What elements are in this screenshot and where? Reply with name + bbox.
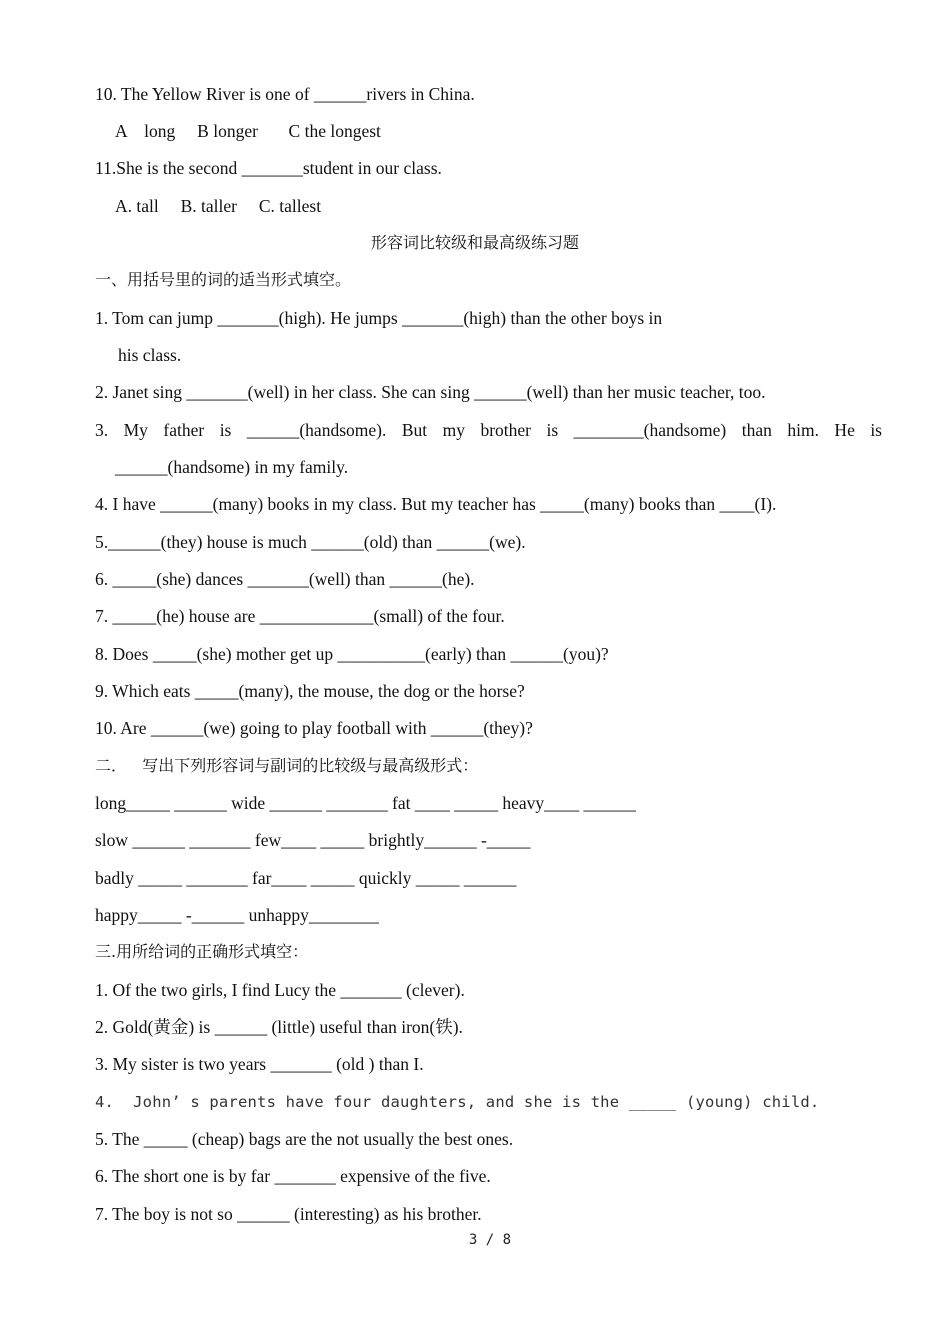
section-3-item-6: 6. The short one is by far _______ expensive of the five. [95,1166,491,1186]
section-1-item-9: 9. Which eats _____(many), the mouse, the dog or the horse? [95,681,525,701]
section-3-item-3: 3. My sister is two years _______ (old ) than I. [95,1054,424,1074]
section-2-row-4: happy_____ -______ unhappy________ [95,905,379,925]
question-10: 10. The Yellow River is one of ______rivers in China. [95,84,475,104]
question-11-options: A. tall B. taller C. tallest [115,196,322,216]
page-number: 3 / 8 [468,1232,512,1248]
section-3-item-5: 5. The _____ (cheap) bags are the not usually the best ones. [95,1129,514,1149]
section-1-item-1: 1. Tom can jump _______(high). He jumps _______(high) than the other boys in [95,308,663,328]
section-1-item-3: 3. My father is ______(handsome). But my brother is ________(handsome) than him. He is [95,420,882,440]
section-2-heading: 二． 写出下列形容词与副词的比较级与最高级形式： [95,756,479,775]
section-3-heading: 三.用所给词的正确形式填空： [95,942,309,961]
section-1-item-8: 8. Does _____(she) mother get up __________(early) than ______(you)? [95,644,609,664]
section-3-item-7: 7. The boy is not so ______ (interesting) as his brother. [95,1204,482,1224]
section-3-item-4: 4. John’ s parents have four daughters, and she is the _____ (young) child. [95,1093,820,1111]
section-2-row-3: badly _____ _______ far____ _____ quickly _____ ______ [95,868,517,888]
section-1-item-3-cont: ______(handsome) in my family. [115,457,349,477]
section-3-item-1: 1. Of the two girls, I find Lucy the _______ (clever). [95,980,465,1000]
section-1-item-2: 2. Janet sing _______(well) in her class. She can sing ______(well) than her music teacher, too. [95,382,766,402]
section-1-item-5: 5.______(they) house is much ______(old) than ______(we). [95,532,526,552]
section-3-item-2: 2. Gold(黄金) is ______ (little) useful than iron(铁). [95,1017,463,1037]
section-2-row-1: long_____ ______ wide ______ _______ fat ____ _____ heavy____ ______ [95,793,636,813]
section-1-item-7: 7. _____(he) house are _____________(small) of the four. [95,606,505,626]
section-1-item-6: 6. _____(she) dances _______(well) than ______(he). [95,569,475,589]
worksheet-title: 形容词比较级和最高级练习题 [370,233,579,252]
section-1-heading: 一、用括号里的词的适当形式填空。 [95,270,352,289]
section-1-item-4: 4. I have ______(many) books in my class. But my teacher has _____(many) books than ____(I). [95,494,777,514]
question-10-options: A long B longer C the longest [115,121,381,141]
section-1-item-1-cont: his class. [118,345,182,365]
section-1-item-10: 10. Are ______(we) going to play football with ______(they)? [95,718,533,738]
question-11: 11.She is the second _______student in our class. [95,158,442,178]
section-2-row-2: slow ______ _______ few____ _____ brightly______ -_____ [95,830,531,850]
